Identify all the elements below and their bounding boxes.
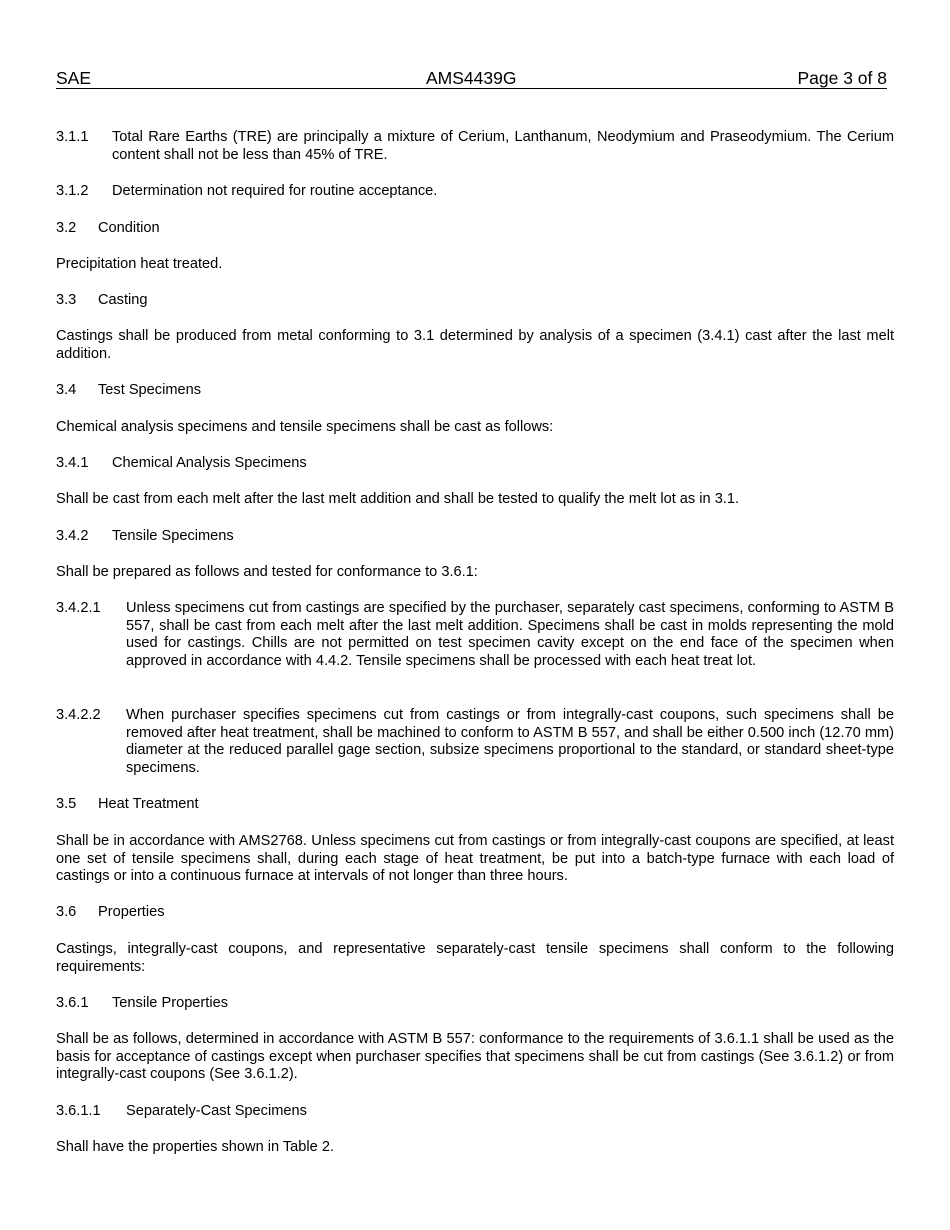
paragraph-3-6-1-1: Shall have the properties shown in Table 2.: [56, 1139, 335, 1155]
section-text: Total Rare Earths (TRE) are principally a mixture of Cerium, Lanthanum, Neodymium and Praseodymium. The Cerium content shall not be less than 45% of TRE.: [112, 129, 894, 163]
page-header: [56, 68, 887, 89]
heading-title: Casting: [98, 292, 148, 308]
section-text: When purchaser specifies specimens cut from castings or from integrally-cast coupons, such specimens shall be removed after heat treatment, shall be machined to conform to ASTM B 557, and shall be either 0.500 inch (12.70 mm) diameter at the reduced parallel gage section, subsize specimens proportional to the standard, or standard sheet-type specimens.: [126, 707, 894, 776]
section-number: 3.1.1: [56, 129, 89, 145]
header-page-number: Page 3 of 8: [797, 68, 887, 88]
paragraph-3-5: Shall be in accordance with AMS2768. Unless specimens cut from castings or from integrally-cast coupons are specified, at least one set of tensile specimens shall, during each stage of heat treatment, be put into a batch-type furnace with each load of castings or into a continuous furnace at intervals of not longer than three hours.: [56, 833, 894, 885]
heading-number: 3.4.1: [56, 455, 89, 471]
heading-title: Tensile Specimens: [112, 528, 234, 544]
heading-title: Heat Treatment: [98, 796, 199, 812]
section-text: Determination not required for routine acceptance.: [112, 183, 438, 199]
heading-number: 3.6.1: [56, 995, 89, 1011]
heading-title: Properties: [98, 904, 165, 920]
heading-number: 3.6: [56, 904, 77, 920]
paragraph-3-6-1: Shall be as follows, determined in accordance with ASTM B 557: conformance to the requirements of 3.6.1.1 shall be used as the basis for acceptance of castings except when purchaser specifies that specimens shall be cut from castings (See 3.6.1.2) or from integrally-cast coupons (See 3.6.1.2).: [56, 1031, 894, 1083]
section-text: Unless specimens cut from castings are specified by the purchaser, separately cast specimens, conforming to ASTM B 557, shall be cast from each melt after the last melt addition. Specimens shall be cast in molds representing the mold used for castings. Chills are not permitted on test specimen cavity except on the end face of the specimen when approved in accordance with 4.4.2. Tensile specimens shall be processed with each heat treat lot.: [126, 600, 894, 669]
heading-number: 3.4.2: [56, 528, 89, 544]
heading-title: Test Specimens: [98, 382, 202, 398]
heading-number: 3.3: [56, 292, 77, 308]
heading-title: Tensile Properties: [112, 995, 228, 1011]
paragraph-3-4-2: Shall be prepared as follows and tested for conformance to 3.6.1:: [56, 564, 478, 580]
section-3-4-2-2: [56, 707, 894, 777]
heading-number: 3.2: [56, 220, 77, 236]
paragraph-3-6: Castings, integrally-cast coupons, and representative separately-cast tensile specimens shall conform to the following requirements:: [56, 941, 894, 975]
heading-title: Condition: [98, 220, 160, 236]
section-3-1-2: [56, 183, 894, 201]
heading-number: 3.5: [56, 796, 77, 812]
section-3-4-2-1: [56, 600, 894, 670]
paragraph-3-4-1: Shall be cast from each melt after the last melt addition and shall be tested to qualify the melt lot as in 3.1.: [56, 491, 740, 507]
heading-number: 3.6.1.1: [56, 1103, 101, 1119]
paragraph-3-2: Precipitation heat treated.: [56, 256, 223, 272]
heading-title: Chemical Analysis Specimens: [112, 455, 307, 471]
section-number: 3.4.2.1: [56, 600, 101, 616]
header-org: SAE: [56, 68, 92, 88]
paragraph-3-4: Chemical analysis specimens and tensile specimens shall be cast as follows:: [56, 419, 554, 435]
section-number: 3.1.2: [56, 183, 89, 199]
heading-number: 3.4: [56, 382, 77, 398]
header-doc-number: AMS4439G: [426, 68, 517, 88]
heading-title: Separately-Cast Specimens: [126, 1103, 307, 1119]
section-3-1-1: [56, 129, 894, 164]
paragraph-3-3: Castings shall be produced from metal conforming to 3.1 determined by analysis of a specimen (3.4.1) cast after the last melt addition.: [56, 328, 894, 362]
section-number: 3.4.2.2: [56, 707, 101, 723]
